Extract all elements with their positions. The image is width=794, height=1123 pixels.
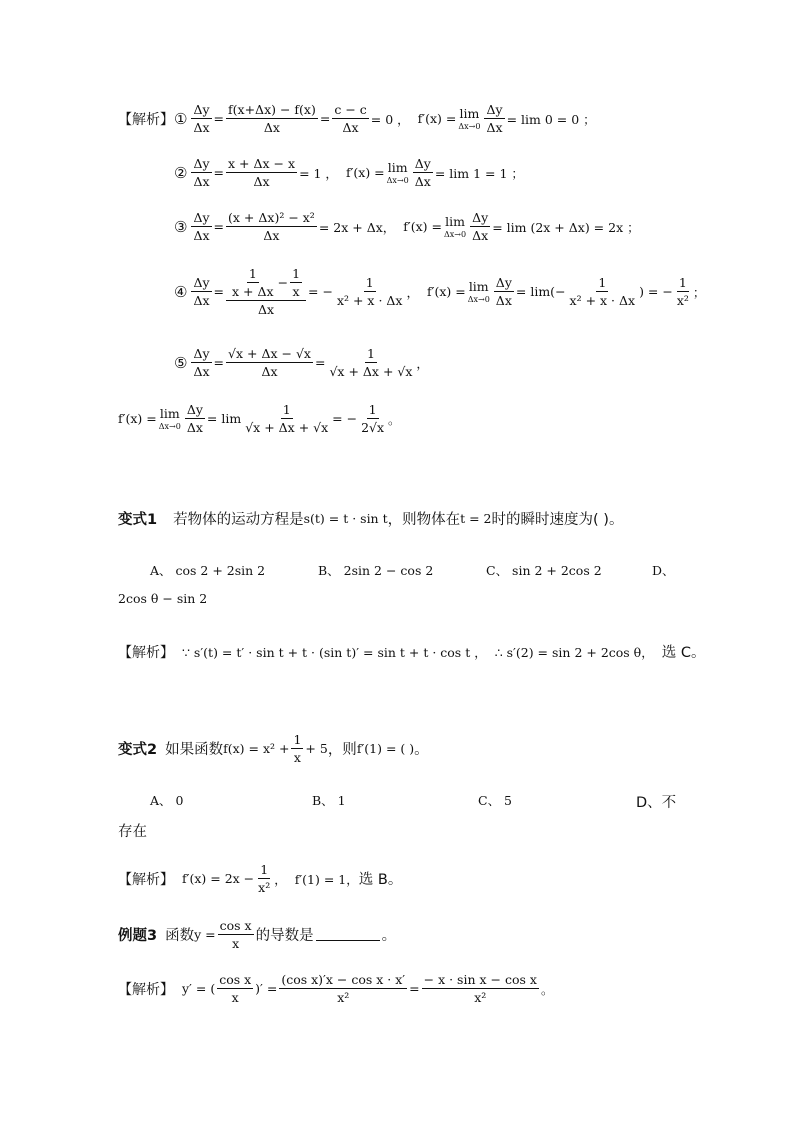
analysis-line-2: ② $\frac{\Delta y}{\Delta x}$ = $\frac{x + \Delta x - x}{\Delta x}$ = 1 ， f′(x) = lim Δx→0 $\frac{\Delta y}{\Delta x}$ = lim 1 = 1 ； bbox=[174, 156, 524, 189]
analysis-line-3: ③ $\frac{\Delta y}{\Delta x}$ = $\frac{\text{(x + Δx)² − x²}}{\Delta x}$ = 2x + Δx， f′(x) = lim Δx→0 $\frac{\Delta y}{\Delta x}$ = lim (2x + Δx) = 2x ； bbox=[174, 210, 640, 243]
fraction: $\frac{√x + \Delta x - √x}{\Delta x}$ bbox=[228, 346, 311, 379]
item-number: ② bbox=[174, 163, 188, 182]
analysis-final-line: f′(x) = lim Δx→0 $\frac{\Delta y}{\Delta x}$ = lim $\frac{1}{√x + \Delta x + √x}$ = − $\frac{1}{2√x}$ 。 bbox=[118, 402, 401, 435]
item-number: ④ bbox=[174, 282, 188, 301]
fraction: $\frac{1}{√x + \Delta x + √x}$ bbox=[245, 402, 329, 435]
variant2-option-d-cont: 存在 bbox=[118, 824, 147, 840]
fraction: $\frac{1}{\text{x²}}$ bbox=[676, 275, 689, 308]
fraction: $\frac{1}{\text{x² + x · Δx}}$ bbox=[569, 275, 636, 308]
fraction: $\frac{\Delta y}{\Delta x}$ bbox=[414, 156, 431, 189]
fraction: $\frac{\Delta y}{\Delta x}$ bbox=[193, 102, 210, 135]
fraction: $\frac{x + \Delta x - x}{\Delta x}$ bbox=[228, 156, 296, 189]
fraction: $\frac{\text{cos x}}{x}$ bbox=[219, 918, 252, 951]
fraction: $\frac{\text{− x · sin x − cos x}}{\text{x²}}$ bbox=[423, 972, 537, 1005]
answer-blank bbox=[316, 928, 380, 941]
variant2-option-d: D、不 bbox=[636, 795, 677, 811]
fraction: $\frac{\text{(cos x)′x − cos x · x′}}{\text{x²}}$ bbox=[281, 972, 406, 1005]
limit: lim Δx→0 bbox=[386, 160, 409, 185]
limit: lim Δx→0 bbox=[158, 406, 181, 431]
limit: lim Δx→0 bbox=[458, 106, 481, 131]
fraction: $\frac{\Delta y}{\Delta x}$ bbox=[495, 275, 512, 308]
fraction: $\frac{1}{\text{x²}}$ bbox=[258, 862, 271, 895]
limit: lim Δx→0 bbox=[467, 279, 490, 304]
item-number: ⑤ bbox=[174, 353, 188, 372]
variant1-question: 变式1 若物体的运动方程是 s(t) = t · sin t ，则物体在 t = 2 时的瞬时速度为( )。 bbox=[118, 508, 623, 529]
fraction: $\frac{\text{(x + Δx)² − x²}}{\Delta x}$ bbox=[228, 210, 315, 243]
variant1-option-d: D、 bbox=[652, 563, 675, 578]
limit: lim Δx→0 bbox=[444, 214, 467, 239]
variant1-option-a: A、 cos 2 + 2sin 2 bbox=[150, 563, 266, 578]
fraction: $\frac{c - c}{\Delta x}$ bbox=[334, 102, 367, 135]
fraction: $\frac{1}{2√x}$ bbox=[361, 402, 385, 435]
item-number: ① bbox=[174, 109, 188, 128]
variant1-label: 变式1 bbox=[118, 512, 158, 528]
fraction: $\frac{\Delta y}{\Delta x}$ bbox=[193, 346, 210, 379]
variant1-answer: 【解析】 ∵ s′(t) = t′ · sin t + t · (sin t)′ = sin t + t · cos t ， ∴ s′(2) = sin 2 + 2cos θ， 选 C。 bbox=[118, 644, 706, 661]
analysis-line-1: 【解析】 ① $\frac{\Delta y}{\Delta x}$ = $\frac{f(x+\Delta x) - f(x)}{\Delta x}$ = $\frac{c - c}{\Delta x}$ = 0 ， f′(x) = lim Δx→0 $\frac{\Delta y}{\Delta x}$ = lim 0 = 0 ； bbox=[118, 102, 596, 135]
variant2-label: 变式2 bbox=[118, 742, 158, 758]
example3-question: 例题3 函数 y = $\frac{\text{cos x}}{x}$ 的导数是 。 bbox=[118, 918, 397, 951]
variant1-option-b: B、 2sin 2 − cos 2 bbox=[318, 563, 434, 578]
fraction: $\frac{1}{\text{x² + x · Δx}}$ bbox=[336, 275, 403, 308]
fraction: $\frac{\Delta y}{\Delta x}$ bbox=[193, 275, 210, 308]
analysis-label: 【解析】 bbox=[118, 111, 174, 128]
fraction: $\frac{\Delta y}{\Delta x}$ bbox=[472, 210, 489, 243]
fraction: $\frac{\Delta y}{\Delta x}$ bbox=[193, 210, 210, 243]
variant1-option-d-cont: 2cos θ − sin 2 bbox=[118, 591, 208, 606]
analysis-line-5: ⑤ $\frac{\Delta y}{\Delta x}$ = $\frac{√x + \Delta x - √x}{\Delta x}$ = $\frac{1}{√x + \Delta x + √x}$ ， bbox=[174, 346, 429, 379]
variant2-option-b: B、 1 bbox=[312, 793, 346, 808]
variant2-option-a: A、 0 bbox=[150, 793, 184, 808]
fraction: $\frac{\Delta y}{\Delta x}$ bbox=[486, 102, 503, 135]
variant1-option-c: C、 sin 2 + 2cos 2 bbox=[486, 563, 602, 578]
item-number: ③ bbox=[174, 217, 188, 236]
fraction: $\frac{\Delta y}{\Delta x}$ bbox=[193, 156, 210, 189]
fraction: $\frac{1}{x}$ bbox=[293, 732, 302, 765]
fraction: $\frac{\Delta y}{\Delta x}$ bbox=[186, 402, 203, 435]
compound-fraction: $\frac{1}{x + \Delta x}$ − $\frac{1}{x}$ Δx bbox=[226, 266, 306, 317]
example3-label: 例题3 bbox=[118, 928, 158, 944]
analysis-line-4: ④ $\frac{\Delta y}{\Delta x}$ = $\frac{1}{x + \Delta x}$ − $\frac{1}{x}$ Δx = − $\frac{1}{\text{x² + x · Δx}}$ ， f′(x) = lim Δx→0 $\frac{\Delta y}{\Delta x}$ = lim(− $\frac{1}{\text{x² + x · Δx}}$ ) = − $\frac{1}{\text{x²}}$ ； bbox=[174, 266, 706, 317]
variant2-answer: 【解析】 f′(x) = 2x − $\frac{1}{\text{x²}}$ ， f′(1) = 1， 选 B。 bbox=[118, 862, 403, 895]
variant2-question: 变式2 如果函数 f(x) = x² + $\frac{1}{x}$ + 5 ，则 f′(1) = ( ) 。 bbox=[118, 732, 429, 765]
derivative-expr: f′(x) = bbox=[417, 111, 457, 126]
fraction: $\frac{1}{√x + \Delta x + √x}$ bbox=[329, 346, 413, 379]
example3-answer: 【解析】 y′ = ( $\frac{\text{cos x}}{x}$ )′ = $\frac{\text{(cos x)′x − cos x · x′}}{\text{x²}}$ = $\frac{\text{− x · sin x − cos x}}{\text{x²}}$ 。 bbox=[118, 972, 554, 1005]
fraction: $\frac{\text{cos x}}{x}$ bbox=[219, 972, 252, 1005]
fraction: $\frac{f(x+\Delta x) - f(x)}{\Delta x}$ bbox=[228, 102, 316, 135]
variant2-option-c: C、 5 bbox=[478, 793, 512, 808]
